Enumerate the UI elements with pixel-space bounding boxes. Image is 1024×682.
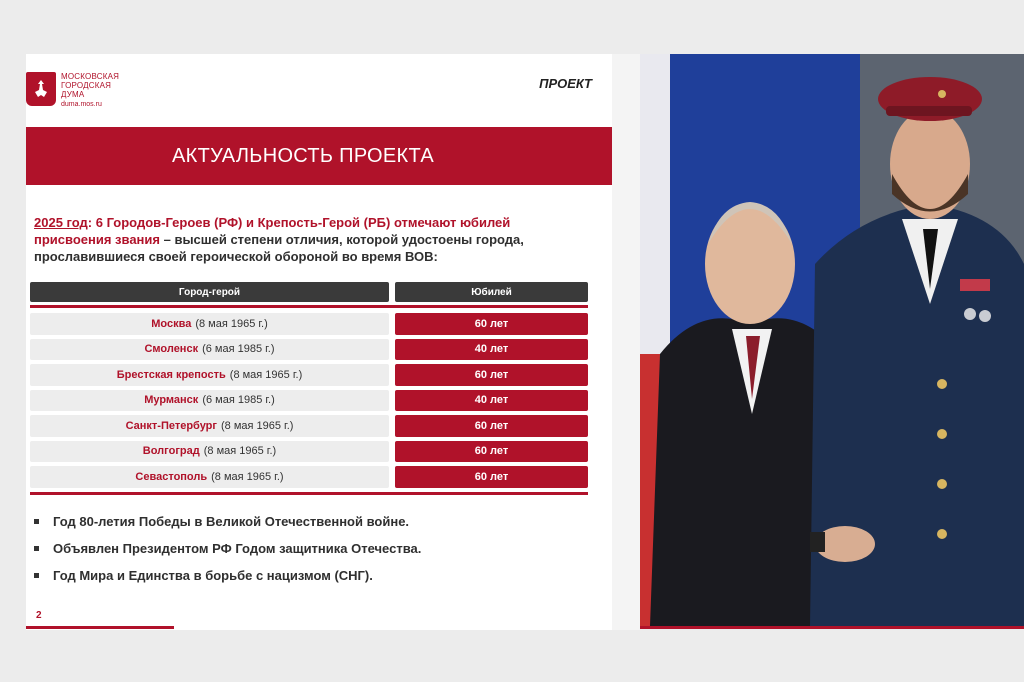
slide-title: АКТУАЛЬНОСТЬ ПРОЕКТА: [172, 145, 434, 167]
bullet-text: Объявлен Президентом РФ Годом защитника Отечества.: [53, 541, 422, 556]
duma-logo: [26, 72, 119, 109]
bullet-list: [34, 514, 574, 595]
city-name: Москва: [151, 317, 192, 330]
photo-underline: [640, 626, 1024, 629]
table-cell-city: [30, 415, 389, 437]
table-header-city: Город-герой: [30, 282, 389, 302]
title-bar: [26, 127, 612, 185]
city-name: Севастополь: [135, 470, 208, 483]
bullet-square-icon: [34, 519, 39, 524]
city-date: (8 мая 1965 г.): [220, 419, 294, 432]
intro-part-2: – высшей степени отличия, которой удостоены города, прославившиеся своей героической обороной во время ВОВ:: [34, 232, 524, 264]
bullet-text: Год 80-летия Победы в Великой Отечественной войне.: [53, 514, 410, 529]
bullet-square-icon: [34, 546, 39, 551]
slide: [26, 54, 612, 630]
city-date: (8 мая 1965 г.): [195, 317, 268, 330]
bullet-square-icon: [34, 573, 39, 578]
city-date: (8 мая 1965 г.): [203, 445, 277, 458]
footer-rule: [26, 626, 174, 629]
table-cell-jubilee: 60 лет: [395, 441, 588, 463]
table-row: [30, 466, 588, 488]
intro-year: 2025 год: [34, 215, 88, 230]
table-row: [30, 364, 588, 386]
table-cell-jubilee: 60 лет: [395, 466, 588, 488]
table-top-rule: [30, 305, 588, 308]
intro-part-1: : 6 Городов-Героев (РФ) и Крепость-Герой (РБ) отмечают юбилей присвоения звания: [34, 215, 511, 247]
logo-line-1: МОСКОВСКАЯ: [61, 72, 120, 81]
city-date: (8 мая 1965 г.): [229, 368, 303, 381]
table-cell-city: [30, 364, 389, 386]
table-cell-city: [30, 339, 389, 361]
page-number: 2: [36, 610, 42, 621]
logo-text: [61, 72, 119, 109]
logo-line-3: ДУМА: [61, 90, 85, 99]
bullet-text: Год Мира и Единства в борьбе с нацизмом (СНГ).: [53, 568, 373, 583]
list-item: [34, 568, 574, 583]
table-cell-jubilee: 60 лет: [395, 313, 588, 335]
table-bottom-rule: [30, 492, 588, 495]
table-row: [30, 441, 588, 463]
coat-of-arms-icon: [26, 72, 56, 106]
city-name: Волгоград: [142, 445, 200, 458]
city-name: Мурманск: [144, 394, 199, 407]
ceremony-photo-illustration: [640, 54, 1024, 626]
project-label: ПРОЕКТ: [539, 76, 592, 91]
city-name: Санкт-Петербург: [125, 419, 217, 432]
table-cell-city: [30, 313, 389, 335]
table-row: [30, 339, 588, 361]
slide-divider: [612, 54, 640, 630]
table-header-jubilee: Юбилей: [395, 282, 588, 302]
ceremony-photo: [640, 54, 1024, 626]
list-item: [34, 514, 574, 529]
logo-line-2: ГОРОДСКАЯ: [61, 81, 112, 90]
table-cell-jubilee: 60 лет: [395, 364, 588, 386]
logo-url: duma.mos.ru: [61, 101, 102, 108]
city-date: (6 мая 1985 г.): [202, 343, 275, 356]
table-row: [30, 313, 588, 335]
table-cell-jubilee: 40 лет: [395, 390, 588, 412]
city-name: Брестская крепость: [116, 368, 226, 381]
table-cell-city: [30, 466, 389, 488]
city-date: (8 мая 1965 г.): [211, 470, 284, 483]
list-item: [34, 541, 574, 556]
table-cell-jubilee: 60 лет: [395, 415, 588, 437]
table-row: [30, 415, 588, 437]
table-row: [30, 390, 588, 412]
intro-paragraph: [34, 214, 574, 265]
table-cell-jubilee: 40 лет: [395, 339, 588, 361]
table-cell-city: [30, 441, 389, 463]
table-body: [30, 313, 588, 492]
city-name: Смоленск: [144, 343, 199, 356]
table-cell-city: [30, 390, 389, 412]
city-date: (6 мая 1985 г.): [202, 394, 275, 407]
